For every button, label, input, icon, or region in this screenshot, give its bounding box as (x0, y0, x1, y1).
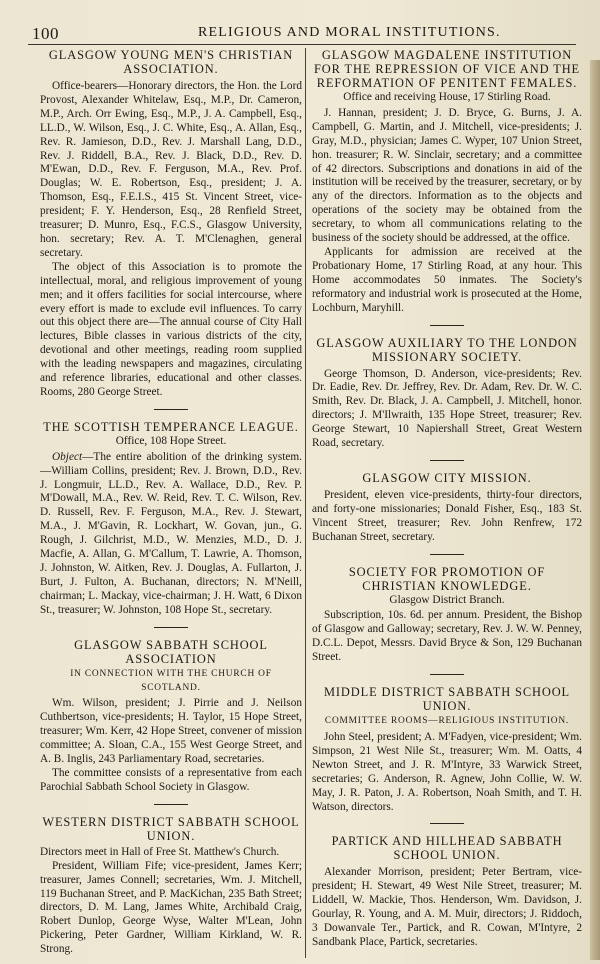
section-heading: GLASGOW YOUNG MEN'S CHRISTIAN ASSOCIATION. (48, 48, 294, 76)
section-paragraph: President, William Fife; vice-president, James Kerr; treasurer, James Connell; secretaries, Wm. J. Mitchell, 119 Buchanan Street, and P. MacKichan, 235 Bath Street; directors, D. M. Lang, James White, Archibald Craig, Robert Dunlop, George Wyse, Walter M'Lean, John Pickering, Peter Gardner, William Kirkland, W. R. Strong. (40, 859, 302, 956)
section-subheading: Glasgow District Branch. (389, 593, 505, 606)
section-city-mission (312, 471, 582, 545)
section-paragraph: Wm. Wilson, president; J. Pirrie and J. Neilson Cuthbertson, vice-presidents; H. Taylor, 15 Hope Street, treasurer; Wm. Kerr, 42 Hope Street, convener of mission committee; A. Sloan, C.A., 155 West George Street, and A. B. Inglis, 243 Parliamentary Road, secretaries. (40, 697, 302, 766)
section-paragraph: The object of this Association is to promote the intellectual, moral, and religious improvement of young men; and it offers facilities for social intercourse, where every effort is made to exclude evil influences. To carry out this object there are—The annual course of City Hall lectures, Bible classes in various districts of the city, devotional and other meetings, reading room supplied with the leading newspapers and magazines, circulating and reference libraries, educational and other classes. Rooms, 280 George Street. (40, 260, 302, 398)
section-rule (430, 554, 464, 555)
section-heading: MIDDLE DISTRICT SABBATH SCHOOL UNION. (323, 685, 571, 714)
object-text: —The entire abolition of the drinking system. —William Collins, president; Rev. J. Brown, D.D., Rev. J. Longmuir, LL.D., Rev. A. Wallace, D.D., Rev. P. M'Dowall, M.A., Rev. W. Reid, Rev. T. C. Wilson, Rev. D. Russell, Rev. F. Ferguson, M.A., Rev. J. Stewart, M.A., J. M'Gavin, R. Lockhart, W. Govan, jun., G. Rough, J. Gilchrist, M.D., W. Menzies, M.D., D. J. Macfie, A. Allan, G. M'Callum, T. Lawrie, A. Thomson, J. Johnston, W. Aitken, Rev. J. Douglas, A. Fullarton, J. Burt, J. Fulton, A. Buchanan, directors; N. M'Neill, chairman; L. Mackay, vice-chairman; J. H. Watt, 6 Dixon St., treasurer; W. Johnston, 108 Hope St., secretary. (40, 450, 302, 616)
section-partick-hillhead (312, 834, 582, 949)
section-heading: GLASGOW SABBATH SCHOOL ASSOCIATION (74, 637, 268, 666)
section-heading: WESTERN DISTRICT SABBATH SCHOOL UNION. (42, 814, 300, 843)
page-number: 100 (32, 24, 59, 43)
section-subheading: Office, 108 Hope Street. (115, 434, 227, 447)
section-heading: THE SCOTTISH TEMPERANCE LEAGUE. (43, 419, 299, 434)
section-paragraph (40, 451, 302, 618)
section-paragraph: George Thomson, D. Anderson, vice-presidents; Rev. Dr. Eadie, Rev. Dr. Jeffrey, Rev. Dr. Adam, Rev. Dr. W. C. Smith, Rev. Dr. Black, J. A. Campbell, J. Mitchell, honor. directors; J. M'Ilwraith, 135 Hope Street, treasurer; Rev. George Stewart, 10 Napiershall Street, Great Western Road, secretary. (312, 367, 582, 450)
section-rule (430, 325, 464, 326)
left-column (40, 48, 302, 961)
section-paragraph: Applicants for admission are received at the Probationary Home, 17 Stirling Road, at any hour. This Home accommodates 50 inmates. The Society's reformatory and industrial work is prosecuted at the Home, Lochburn, Maryhill. (312, 245, 582, 314)
section-heading: PARTICK AND HILLHEAD SABBATH SCHOOL UNION. (331, 834, 563, 863)
section-heading: GLASGOW AUXILIARY TO THE LONDON MISSIONARY SOCIETY. (316, 335, 578, 364)
object-label: Object (52, 450, 83, 463)
section-magdalene (312, 48, 582, 316)
section-ymca (40, 48, 302, 400)
section-temperance-league (40, 420, 302, 618)
section-christian-knowledge (312, 565, 582, 666)
section-paragraph: The committee consists of a representative from each Parochial Sabbath School Society in Glasgow. (40, 766, 302, 793)
section-subheading: Office and receiving House, 17 Stirling Road. (343, 91, 551, 103)
section-rule (154, 627, 188, 628)
section-subheading: IN CONNECTION WITH THE CHURCH OF SCOTLAND. (70, 668, 272, 693)
section-heading: GLASGOW MAGDALENE INSTITUTION FOR THE REPRESSION OF VICE AND THE REFORMATION OF PENITENT FEMALES. (313, 48, 581, 90)
section-paragraph: John Steel, president; A. M'Fadyen, vice-president; Wm. Simpson, 21 West Nile St., treasurer; Wm. M. Oatts, 4 Newton Street, and J. R. M'Intyre, 33 Warwick Street, secretaries; G. Anderson, R. Agnew, John Collie, W. W. May, J. R. Paton, J. A. Robertson, Noah Smith, and T. H. Watson, directors. (312, 731, 582, 813)
section-heading: SOCIETY FOR PROMOTION OF CHRISTIAN KNOWLEDGE. (348, 564, 546, 593)
section-rule (430, 460, 464, 461)
section-sabbath-school-association (40, 638, 302, 795)
section-rule (430, 823, 464, 824)
section-middle-district (312, 685, 582, 814)
section-paragraph: Office-bearers—Honorary directors, the Hon. the Lord Provost, Alexander Whitelaw, Esq., M.P., Dr. Cameron, M.P., Arch. Orr Ewing, Esq., M.P., J. A. Campbell, Esq., LL.D., W. Wilson, Esq., J. C. White, Esq., A. Allan, Esq., Rev. R. Jamieson, D.D., Rev. J. Marshall Lang, D.D., Rev. J. Riddell, B.A., Rev. J. Black, D.D., Rev. D. M'Ewan, D.D., Rev. F. Ferguson, M.A., Rev. Prof. Douglas; W. E. Robertson, Esq., president; J. A. Thomson, Esq., F.E.I.S., 415 St. Vincent Street, vice-president; F. Y. Henderson, Esq., 28 Renfield Street, treasurer; D. Munro, Esq., F.C.S., Glasgow University, hon. secretary; Rev. A. T. M'Clenaghen, general secretary. (40, 80, 302, 259)
adjacent-page-edge (590, 60, 600, 960)
section-paragraph: Alexander Morrison, president; Peter Bertram, vice-president; H. Stewart, 49 West Nile Street, treasurer; M. Liddell, W. Mackie, Thos. Henderson, Wm. Davidson, J. Gourlay, R. Young, and A. M. Muir, directors; J. Riddoch, 3 Dowanvale Ter., Partick, and R. Cowan, M'Intyre, 2 Sandbank Place, Partick, secretaries. (312, 866, 582, 948)
running-header (28, 22, 576, 45)
section-rule (430, 674, 464, 675)
section-rule (154, 804, 188, 805)
section-subheading: Directors meet in Hall of Free St. Matthew's Church. (40, 845, 280, 858)
section-western-district (40, 815, 302, 957)
section-paragraph: President, eleven vice-presidents, thirty-four directors, and forty-one missionaries; Donald Fisher, Esq., 183 St. Vincent Street, treasurer; Rev. John Renfrew, 172 Buchanan Street, secretary. (312, 488, 582, 543)
right-column (312, 48, 582, 954)
section-paragraph: Subscription, 10s. 6d. per annum. President, the Bishop of Glasgow and Galloway; secretary, Rev. J. W. W. Penney, D.C.L. Depot, Messrs. David Bryce & Son, 129 Buchanan Street. (312, 609, 582, 664)
section-subheading: COMMITTEE ROOMS—RELIGIOUS INSTITUTION. (324, 716, 570, 727)
section-heading: GLASGOW CITY MISSION. (362, 470, 532, 485)
section-rule (154, 409, 188, 410)
column-divider (305, 48, 306, 958)
running-title: RELIGIOUS AND MORAL INSTITUTIONS. (198, 25, 501, 40)
section-london-missionary (312, 336, 582, 451)
section-paragraph: J. Hannan, president; J. D. Bryce, G. Burns, J. A. Campbell, G. Martin, and J. Mitchell, vice-presidents; J. Gray, M.D., physician; James C. Wyper, 107 Union Street, hon. treasurer; R. W. Sinclair, secretary; and a committee of 42 directors. Subscriptions and donations in aid of the institution will be received by the treasurer, secretary, or by any of the directors. Information as to the objects and operations of the society may be obtained from the secretary, to whom all communications relating to the business of the society should be addressed, at the office. (312, 106, 582, 245)
